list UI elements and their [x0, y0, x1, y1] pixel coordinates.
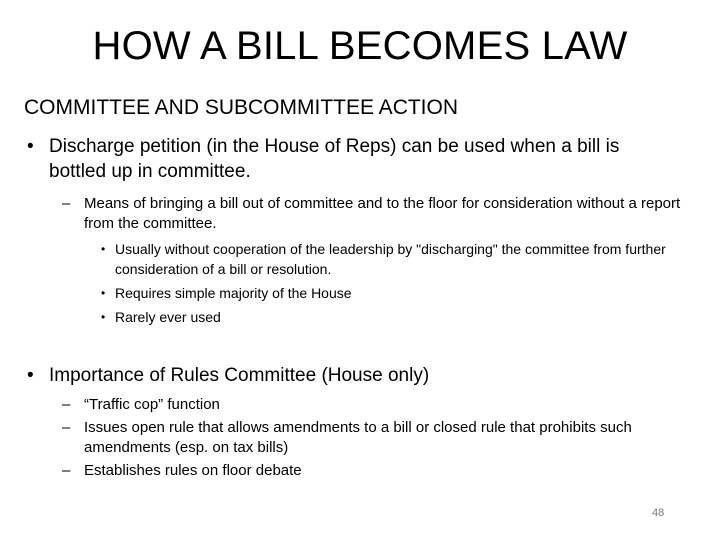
page-number: 48 [652, 507, 665, 519]
dash-icon: – [62, 419, 71, 436]
bullet-text: Importance of Rules Committee (House only) [49, 365, 430, 386]
subsub-bullet-rarely [0, 307, 690, 327]
rules-sub-block [0, 395, 720, 481]
subsub-bullet-text: Usually without cooperation of the leadership by "discharging" the committee from further consideration of a bill or resolution. [115, 241, 666, 277]
bullet-dot-icon: • [101, 286, 106, 300]
sub-bullet-open-rule [0, 418, 690, 458]
section-heading: COMMITTEE AND SUBCOMMITTEE ACTION [24, 96, 459, 119]
sub-bullet-text: Issues open rule that allows amendments to a bill or closed rule that prohibits such amendments (esp. on tax bills) [84, 419, 632, 456]
bullet-discharge-petition [0, 134, 660, 184]
dash-icon: – [62, 195, 71, 212]
discharge-petition-block [0, 134, 720, 184]
sub-bullet-traffic-cop [0, 395, 690, 415]
bullet-dot-icon: • [101, 242, 106, 256]
sub-bullet-means [0, 194, 690, 234]
bullet-rules-committee [0, 363, 660, 388]
bullet-dot-icon: • [27, 365, 34, 386]
sub-bullet-text: Means of bringing a bill out of committee and to the floor for consideration without a report from the committee. [84, 195, 681, 232]
sub-bullet-text: “Traffic cop” function [84, 396, 220, 413]
discharge-sub-block [0, 194, 720, 234]
dash-icon: – [62, 462, 71, 479]
slide-title: HOW A BILL BECOMES LAW [92, 24, 628, 68]
subsub-bullet-leadership [0, 239, 690, 279]
rules-committee-block [0, 363, 720, 388]
bullet-dot-icon: • [101, 310, 106, 324]
sub-bullet-text: Establishes rules on floor debate [84, 462, 302, 479]
subsub-bullet-majority [0, 283, 690, 303]
subsub-bullet-text: Rarely ever used [115, 309, 221, 325]
subsub-bullet-text: Requires simple majority of the House [115, 285, 352, 301]
bullet-text: Discharge petition (in the House of Reps) can be used when a bill is bottled up in committee. [49, 136, 620, 182]
sub-bullet-floor-debate [0, 461, 690, 481]
discharge-subsub-block [0, 239, 720, 327]
dash-icon: – [62, 396, 71, 413]
bullet-dot-icon: • [27, 136, 34, 157]
